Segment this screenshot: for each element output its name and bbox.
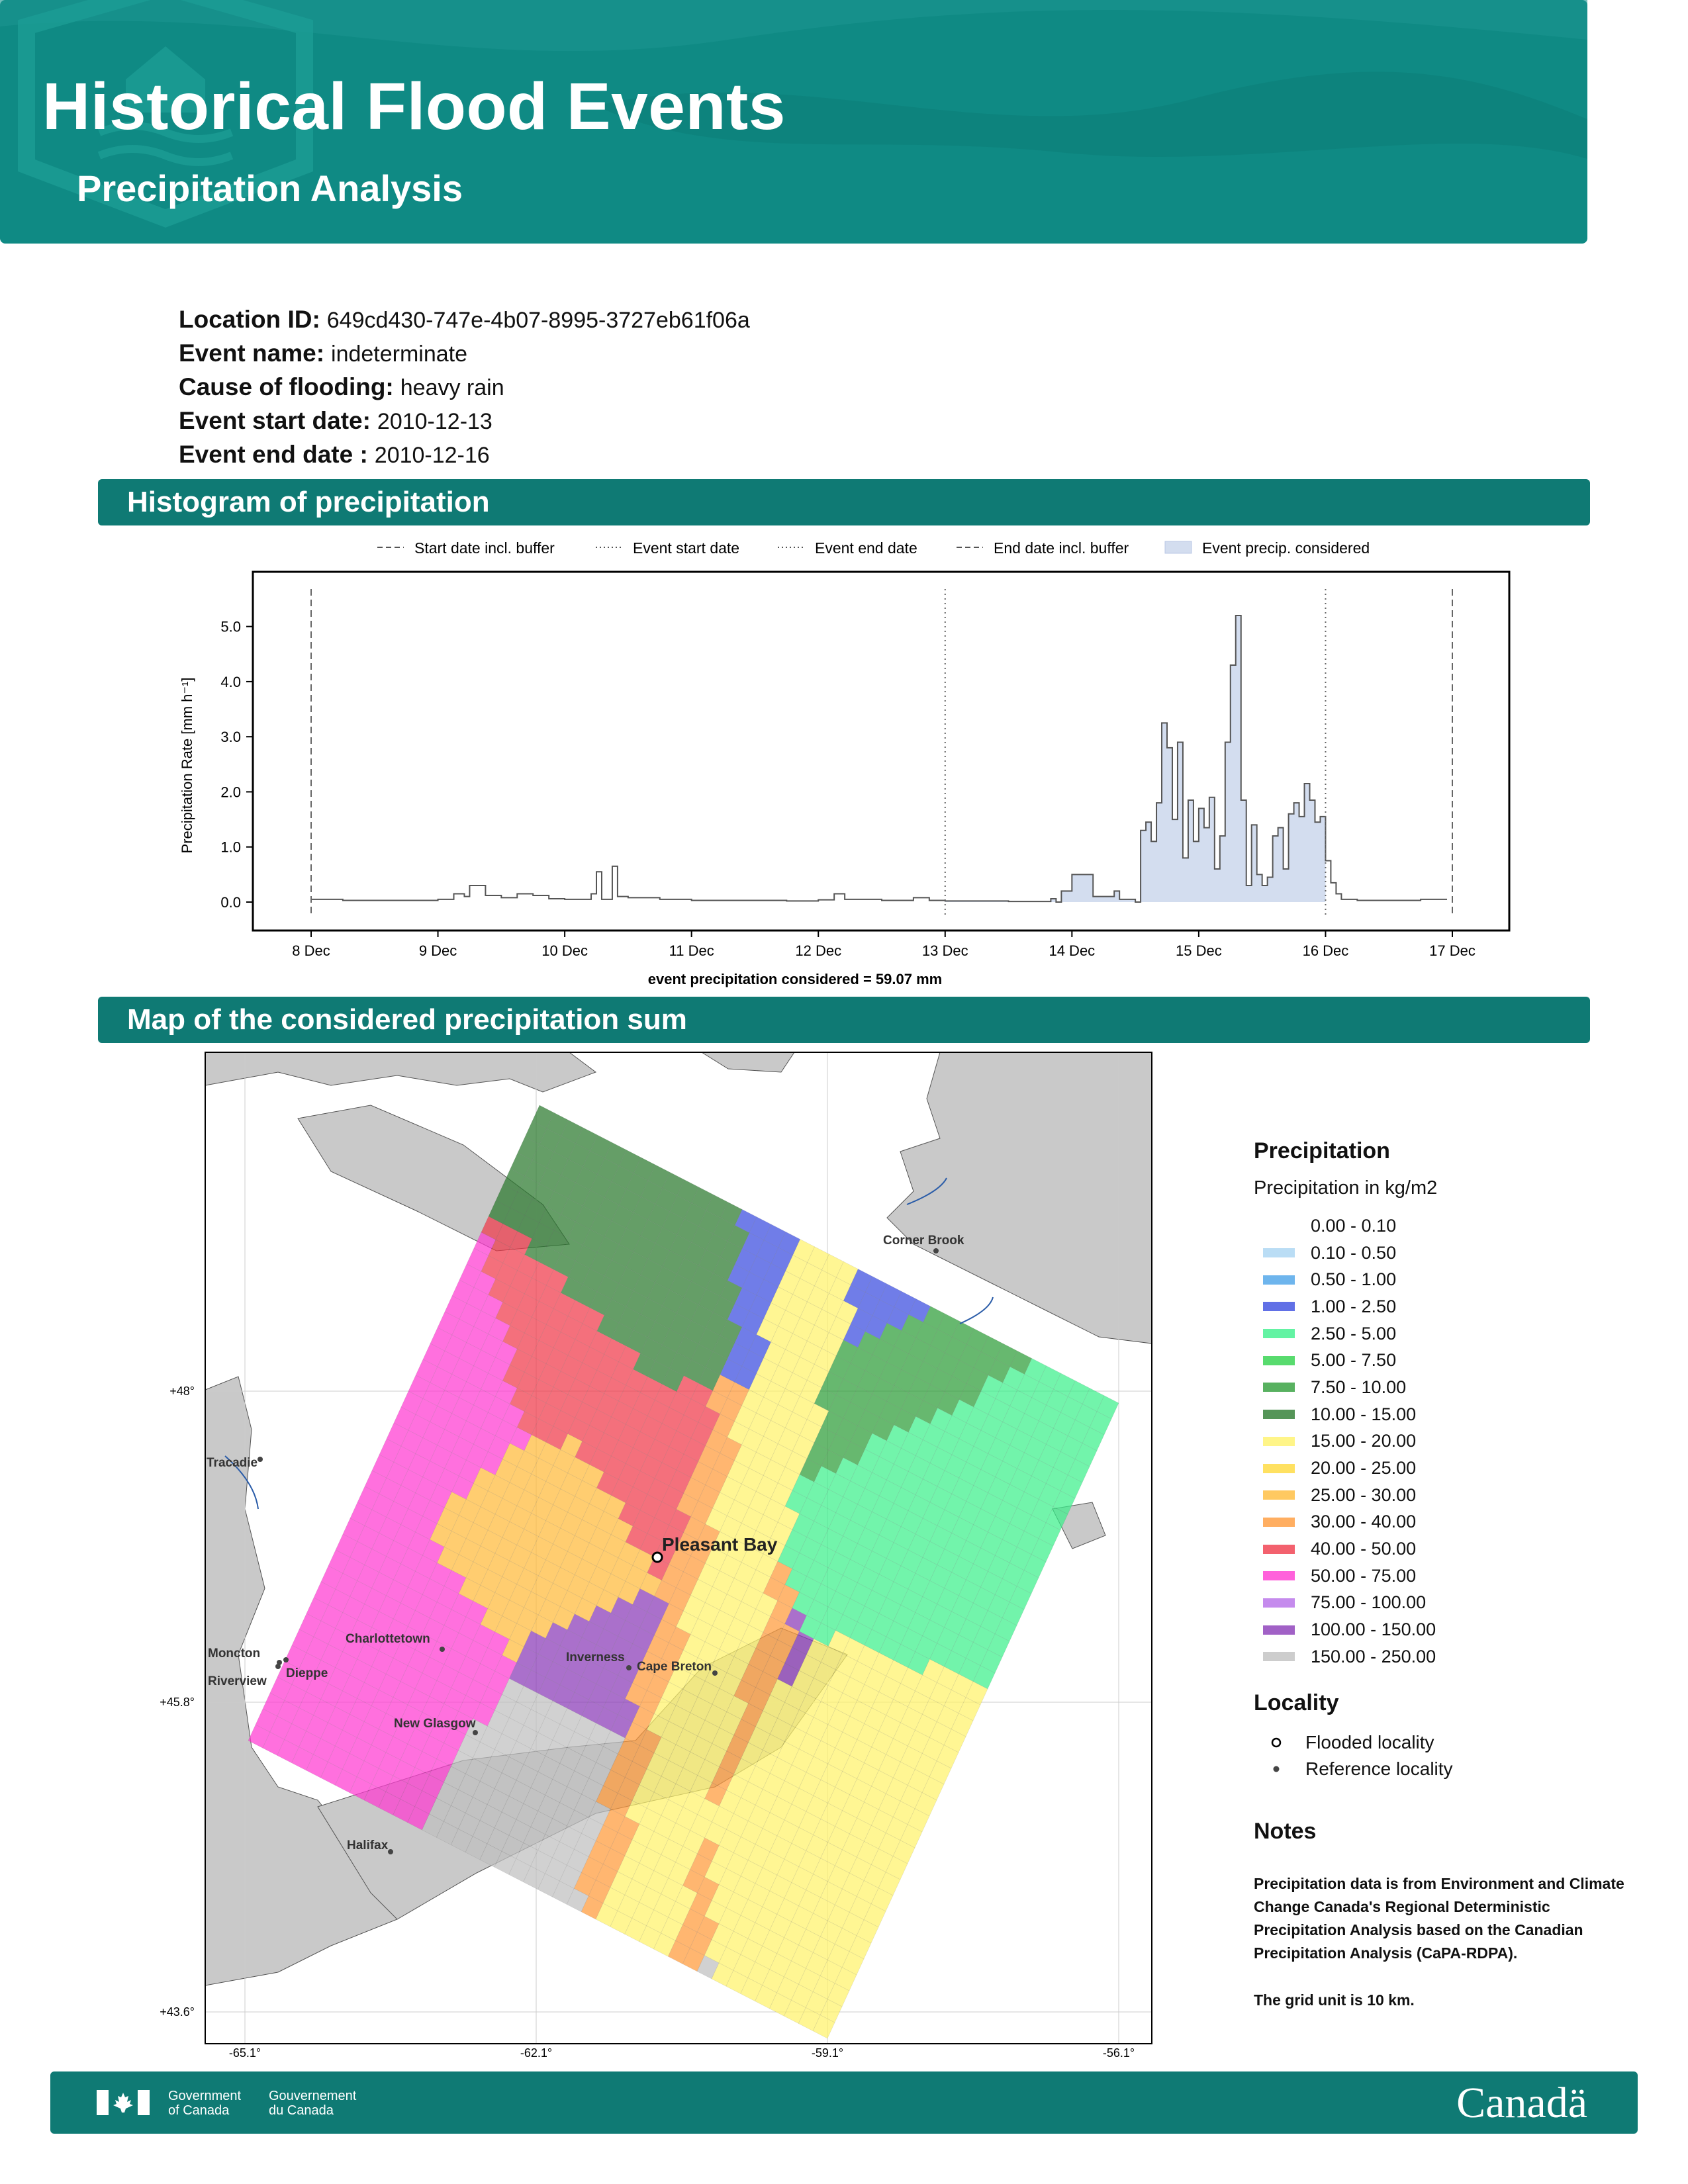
reference-locality-marker bbox=[258, 1457, 263, 1462]
x-tick-label: 12 Dec bbox=[795, 942, 842, 959]
map-section-header bbox=[98, 997, 1590, 1043]
histogram-section-header bbox=[98, 479, 1590, 525]
locality-label: Inverness bbox=[566, 1651, 625, 1664]
reference-locality-marker bbox=[933, 1248, 939, 1253]
legend-class-14 bbox=[1254, 1590, 1624, 1617]
legend-class-label: 1.00 - 2.50 bbox=[1311, 1296, 1397, 1316]
x-tick-label: 17 Dec bbox=[1429, 942, 1476, 959]
locality-label: Riverview bbox=[208, 1674, 267, 1688]
legend-label: Start date incl. buffer bbox=[414, 539, 555, 557]
legend-swatch bbox=[1263, 1356, 1295, 1365]
legend-class-10 bbox=[1254, 1482, 1624, 1509]
legend-class-label: 15.00 - 20.00 bbox=[1311, 1431, 1417, 1451]
legend-class-3 bbox=[1254, 1293, 1624, 1320]
longitude-tick-label: -62.1° bbox=[520, 2046, 553, 2060]
notes bbox=[1254, 1819, 1624, 2012]
x-tick-label: 9 Dec bbox=[418, 942, 457, 959]
legend-class-label: 25.00 - 30.00 bbox=[1311, 1484, 1417, 1505]
cause-row: Cause of flooding: heavy rain bbox=[179, 373, 504, 400]
notes-text: Precipitation data is from Environment and Climate Change Canada's Regional Deterministic Precipitation Analysis based on the Canadian Precipitation Analysis (CaPA-RDPA). bbox=[1254, 1875, 1624, 1962]
legend-swatch bbox=[1263, 1410, 1295, 1419]
legend-class-6 bbox=[1254, 1374, 1624, 1401]
chart-legend-entry-3 bbox=[957, 539, 1129, 557]
legend-swatch bbox=[1263, 1383, 1295, 1392]
legend-swatch bbox=[1263, 1464, 1295, 1473]
legend-class-1 bbox=[1254, 1240, 1624, 1267]
y-tick-label: 1.0 bbox=[220, 839, 241, 856]
legend-class-0 bbox=[1254, 1212, 1624, 1240]
x-tick-label: 16 Dec bbox=[1302, 942, 1349, 959]
legend-class-label: 20.00 - 25.00 bbox=[1311, 1458, 1417, 1479]
reference-locality bbox=[347, 1839, 393, 1854]
legend-swatch bbox=[1263, 1545, 1295, 1554]
reference-locality-marker bbox=[275, 1664, 281, 1669]
legend-class-11 bbox=[1254, 1509, 1624, 1536]
locality-label: Charlottetown bbox=[346, 1632, 430, 1646]
legend-class-label: 5.00 - 7.50 bbox=[1311, 1350, 1397, 1371]
legend-class-label: 75.00 - 100.00 bbox=[1311, 1592, 1427, 1613]
legend-class-9 bbox=[1254, 1455, 1624, 1482]
x-tick-label: 13 Dec bbox=[921, 942, 968, 959]
map-legend bbox=[1254, 1138, 1624, 1782]
reference-locality bbox=[207, 1456, 263, 1470]
y-tick-label: 5.0 bbox=[220, 618, 241, 635]
government-of-canada-text: Government of Canada bbox=[168, 2089, 242, 2118]
histogram-section-title: Histogram of precipitation bbox=[127, 486, 490, 518]
legend-class-label: 50.00 - 75.00 bbox=[1311, 1565, 1417, 1586]
map-section-title: Map of the considered precipitation sum bbox=[127, 1003, 687, 1036]
locality-label: Corner Brook bbox=[883, 1234, 964, 1248]
legend-classes bbox=[1254, 1212, 1624, 1670]
legend-class-15 bbox=[1254, 1616, 1624, 1643]
legend-class-label: 100.00 - 150.00 bbox=[1311, 1619, 1436, 1640]
legend-class-label: 0.50 - 1.00 bbox=[1311, 1269, 1397, 1290]
legend-swatch bbox=[1263, 1275, 1295, 1285]
legend-class-4 bbox=[1254, 1320, 1624, 1347]
chart-legend-entry-0 bbox=[377, 539, 555, 557]
notes-title: Notes bbox=[1254, 1819, 1317, 1844]
reference-locality bbox=[637, 1660, 718, 1676]
y-tick-label: 0.0 bbox=[220, 894, 241, 911]
page-footer bbox=[50, 2071, 1638, 2134]
legend-class-5 bbox=[1254, 1347, 1624, 1374]
reference-locality-marker bbox=[440, 1647, 445, 1652]
x-tick-label: 15 Dec bbox=[1176, 942, 1222, 959]
x-tick-label: 8 Dec bbox=[292, 942, 330, 959]
locality-legend-title: Locality bbox=[1254, 1690, 1339, 1715]
legend-subtitle: Precipitation in kg/m2 bbox=[1254, 1177, 1438, 1199]
chart-legend-entry-2 bbox=[778, 539, 917, 557]
longitude-tick-label: -56.1° bbox=[1102, 2046, 1135, 2060]
y-tick-label: 4.0 bbox=[220, 673, 241, 690]
reference-locality-marker bbox=[283, 1657, 289, 1662]
legend-flooded-locality: Flooded locality bbox=[1254, 1729, 1624, 1756]
y-tick-label: 3.0 bbox=[220, 729, 241, 746]
y-axis-label: Precipitation Rate [mm h⁻¹] bbox=[179, 677, 195, 854]
x-tick-label: 14 Dec bbox=[1049, 942, 1096, 959]
legend-class-13 bbox=[1254, 1563, 1624, 1590]
legend-reference-locality: Reference locality bbox=[1254, 1756, 1624, 1782]
locality-label: Cape Breton bbox=[637, 1660, 712, 1674]
gouvernement-du-canada-text: Gouvernement du Canada bbox=[269, 2089, 357, 2118]
chart-legend-entry-1 bbox=[596, 539, 739, 557]
legend-class-label: 30.00 - 40.00 bbox=[1311, 1512, 1417, 1532]
flooded-locality-marker-icon bbox=[1263, 1737, 1289, 1748]
legend-class-16 bbox=[1254, 1643, 1624, 1670]
precipitation-map bbox=[160, 1046, 1165, 2065]
x-tick-label: 11 Dec bbox=[669, 942, 714, 959]
legend-swatch bbox=[1263, 1518, 1295, 1527]
canada-wordmark: Canadä bbox=[1456, 2079, 1587, 2127]
longitude-tick-label: -65.1° bbox=[228, 2046, 261, 2060]
legend-swatch bbox=[1263, 1625, 1295, 1635]
legend-class-label: 2.50 - 5.00 bbox=[1311, 1323, 1397, 1343]
legend-title: Precipitation bbox=[1254, 1138, 1390, 1163]
locality-label: New Glasgow bbox=[394, 1717, 476, 1731]
page-header bbox=[0, 0, 1587, 244]
precipitation-histogram bbox=[172, 529, 1523, 993]
notes-grid: The grid unit is 10 km. bbox=[1254, 1991, 1415, 2009]
latitude-tick-label: +45.8° bbox=[160, 1696, 195, 1709]
legend-label: Event precip. considered bbox=[1202, 539, 1370, 557]
locality-label: Halifax bbox=[347, 1839, 389, 1852]
locality-label: Dieppe bbox=[286, 1666, 328, 1680]
legend-swatch bbox=[1263, 1248, 1295, 1257]
x-tick-label: 10 Dec bbox=[541, 942, 588, 959]
legend-swatch bbox=[1263, 1437, 1295, 1446]
legend-class-2 bbox=[1254, 1266, 1624, 1293]
y-tick-label: 2.0 bbox=[220, 784, 241, 801]
legend-class-label: 40.00 - 50.00 bbox=[1311, 1539, 1417, 1559]
locality-label: Moncton bbox=[208, 1647, 261, 1661]
reference-locality-marker bbox=[712, 1670, 718, 1676]
latitude-tick-label: +48° bbox=[169, 1385, 195, 1398]
legend-class-label: 0.10 - 0.50 bbox=[1311, 1242, 1397, 1263]
flooded-locality-label: Pleasant Bay bbox=[662, 1534, 778, 1555]
legend-class-label: 10.00 - 15.00 bbox=[1311, 1404, 1417, 1424]
reference-locality-marker bbox=[473, 1730, 478, 1735]
chart-legend-entry-4 bbox=[1165, 539, 1370, 557]
chart-caption: event precipitation considered = 59.07 mm bbox=[647, 971, 943, 987]
longitude-tick-label: -59.1° bbox=[811, 2046, 844, 2060]
locality-label: Tracadie bbox=[207, 1456, 258, 1470]
legend-swatch bbox=[1263, 1652, 1295, 1661]
legend-swatch bbox=[1263, 1329, 1295, 1338]
event-name-row: Event name: indeterminate bbox=[179, 340, 468, 367]
canada-flag-icon bbox=[97, 2090, 150, 2115]
end-date-row: Event end date : 2010-12-16 bbox=[179, 441, 490, 468]
legend-label: End date incl. buffer bbox=[994, 539, 1129, 557]
legend-class-12 bbox=[1254, 1535, 1624, 1563]
flooded-locality-marker bbox=[653, 1553, 662, 1562]
start-date-row: Event start date: 2010-12-13 bbox=[179, 407, 492, 434]
legend-label: Event end date bbox=[815, 539, 917, 557]
location-id-row: Location ID: 649cd430-747e-4b07-8995-3727eb61f06a bbox=[179, 306, 750, 333]
legend-swatch bbox=[1263, 1302, 1295, 1311]
legend-label: Event start date bbox=[633, 539, 740, 557]
page-subtitle: Precipitation Analysis bbox=[77, 167, 463, 209]
legend-swatch bbox=[1263, 1490, 1295, 1500]
legend-class-label: 7.50 - 10.00 bbox=[1311, 1377, 1407, 1397]
legend-swatch bbox=[1263, 1598, 1295, 1608]
legend-fill-swatch bbox=[1165, 541, 1192, 553]
reference-locality-marker bbox=[626, 1665, 632, 1670]
legend-class-7 bbox=[1254, 1401, 1624, 1428]
legend-class-label: 150.00 - 250.00 bbox=[1311, 1646, 1436, 1666]
reference-locality-marker bbox=[388, 1849, 393, 1854]
legend-class-label: 0.00 - 0.10 bbox=[1311, 1215, 1397, 1236]
legend-swatch bbox=[1263, 1221, 1295, 1230]
legend-swatch bbox=[1263, 1571, 1295, 1580]
legend-class-8 bbox=[1254, 1428, 1624, 1455]
page-title: Historical Flood Events bbox=[42, 69, 786, 144]
latitude-tick-label: +43.6° bbox=[160, 2005, 195, 2019]
reference-locality-marker-icon bbox=[1263, 1765, 1289, 1773]
